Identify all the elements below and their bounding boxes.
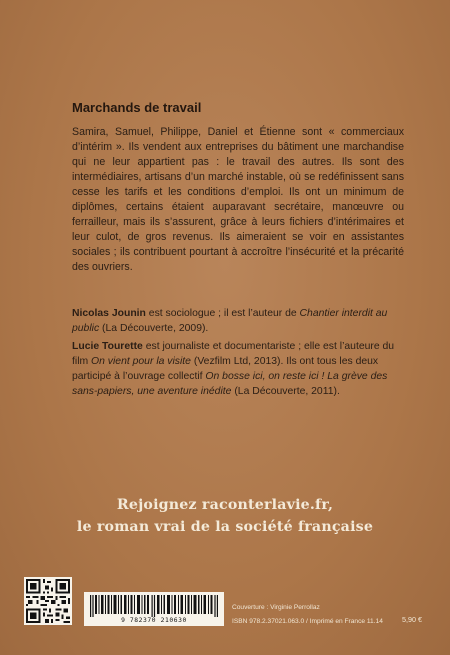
book-price: 5,90 € <box>402 615 422 624</box>
cover-credit: Couverture : Virginie Perrollaz <box>232 604 320 611</box>
book-title: Marchands de travail <box>72 100 202 115</box>
barcode-digits: 9 782370 210630 <box>121 617 187 624</box>
book-summary: Samira, Samuel, Philippe, Daniel et Étienne sont « commerciaux d’intérim ». Ils vendent aux entreprises du bâtiment une marchandise qui ne leur appartient pas : le travail des autres. Ils sont des intermédiaires, artisans d’un marché instable, où se redéfinissent sans cesse les tarifs et les conditions d’emploi. Ils ont un minimum de diplômes, certains étaient auparavant secrétaire, manœuvre ou ferrailleur, mais ils s’assurent, grâce à leurs fichiers d’intérimaires et leur culot, de gros revenus. Ils aimeraient se voir en assistantes sociales ; ils contribuent pourtant à accroître l’insécurité et la précarité des ouvriers. <box>72 126 404 273</box>
isbn-line: ISBN 978.2.37021.063.0 / Imprimé en France 11.14 <box>232 618 383 625</box>
isbn-barcode <box>84 592 224 626</box>
author-name-2: Lucie Tourette <box>72 341 143 352</box>
author-book-title-1: Chantier interdit au public <box>72 308 388 334</box>
author-film-title: On vient pour la visite <box>91 356 191 367</box>
tagline-line-1: Rejoignez raconterlavie.fr, <box>116 497 334 513</box>
barcode-icon <box>90 595 218 617</box>
qr-code-icon <box>26 579 70 623</box>
website-tagline <box>0 494 450 538</box>
tagline-line-2: le roman vrai de la société française <box>76 519 374 535</box>
author-bio-2: Lucie Tourette est journaliste et documentariste ; elle est l’auteure du film On vient pour la visite (Vezfilm Ltd, 2013). Ils ont tous les deux participé à l’ouvrage collectif On bosse ici, on reste ici ! La grève des sans-papiers, une aventure inédite (La Découverte, 2011). <box>72 341 395 397</box>
author-bio-1: Nicolas Jounin est sociologue ; il est l’auteur de Chantier interdit au public (La Découverte, 2009). <box>72 308 388 334</box>
author-name-1: Nicolas Jounin <box>72 308 146 319</box>
print-credits <box>232 601 383 629</box>
author-bios <box>72 306 412 402</box>
qr-code <box>24 577 72 625</box>
joint-book-title: On bosse ici, on reste ici ! La grève des sans-papiers, une aventure inédite <box>72 371 388 397</box>
